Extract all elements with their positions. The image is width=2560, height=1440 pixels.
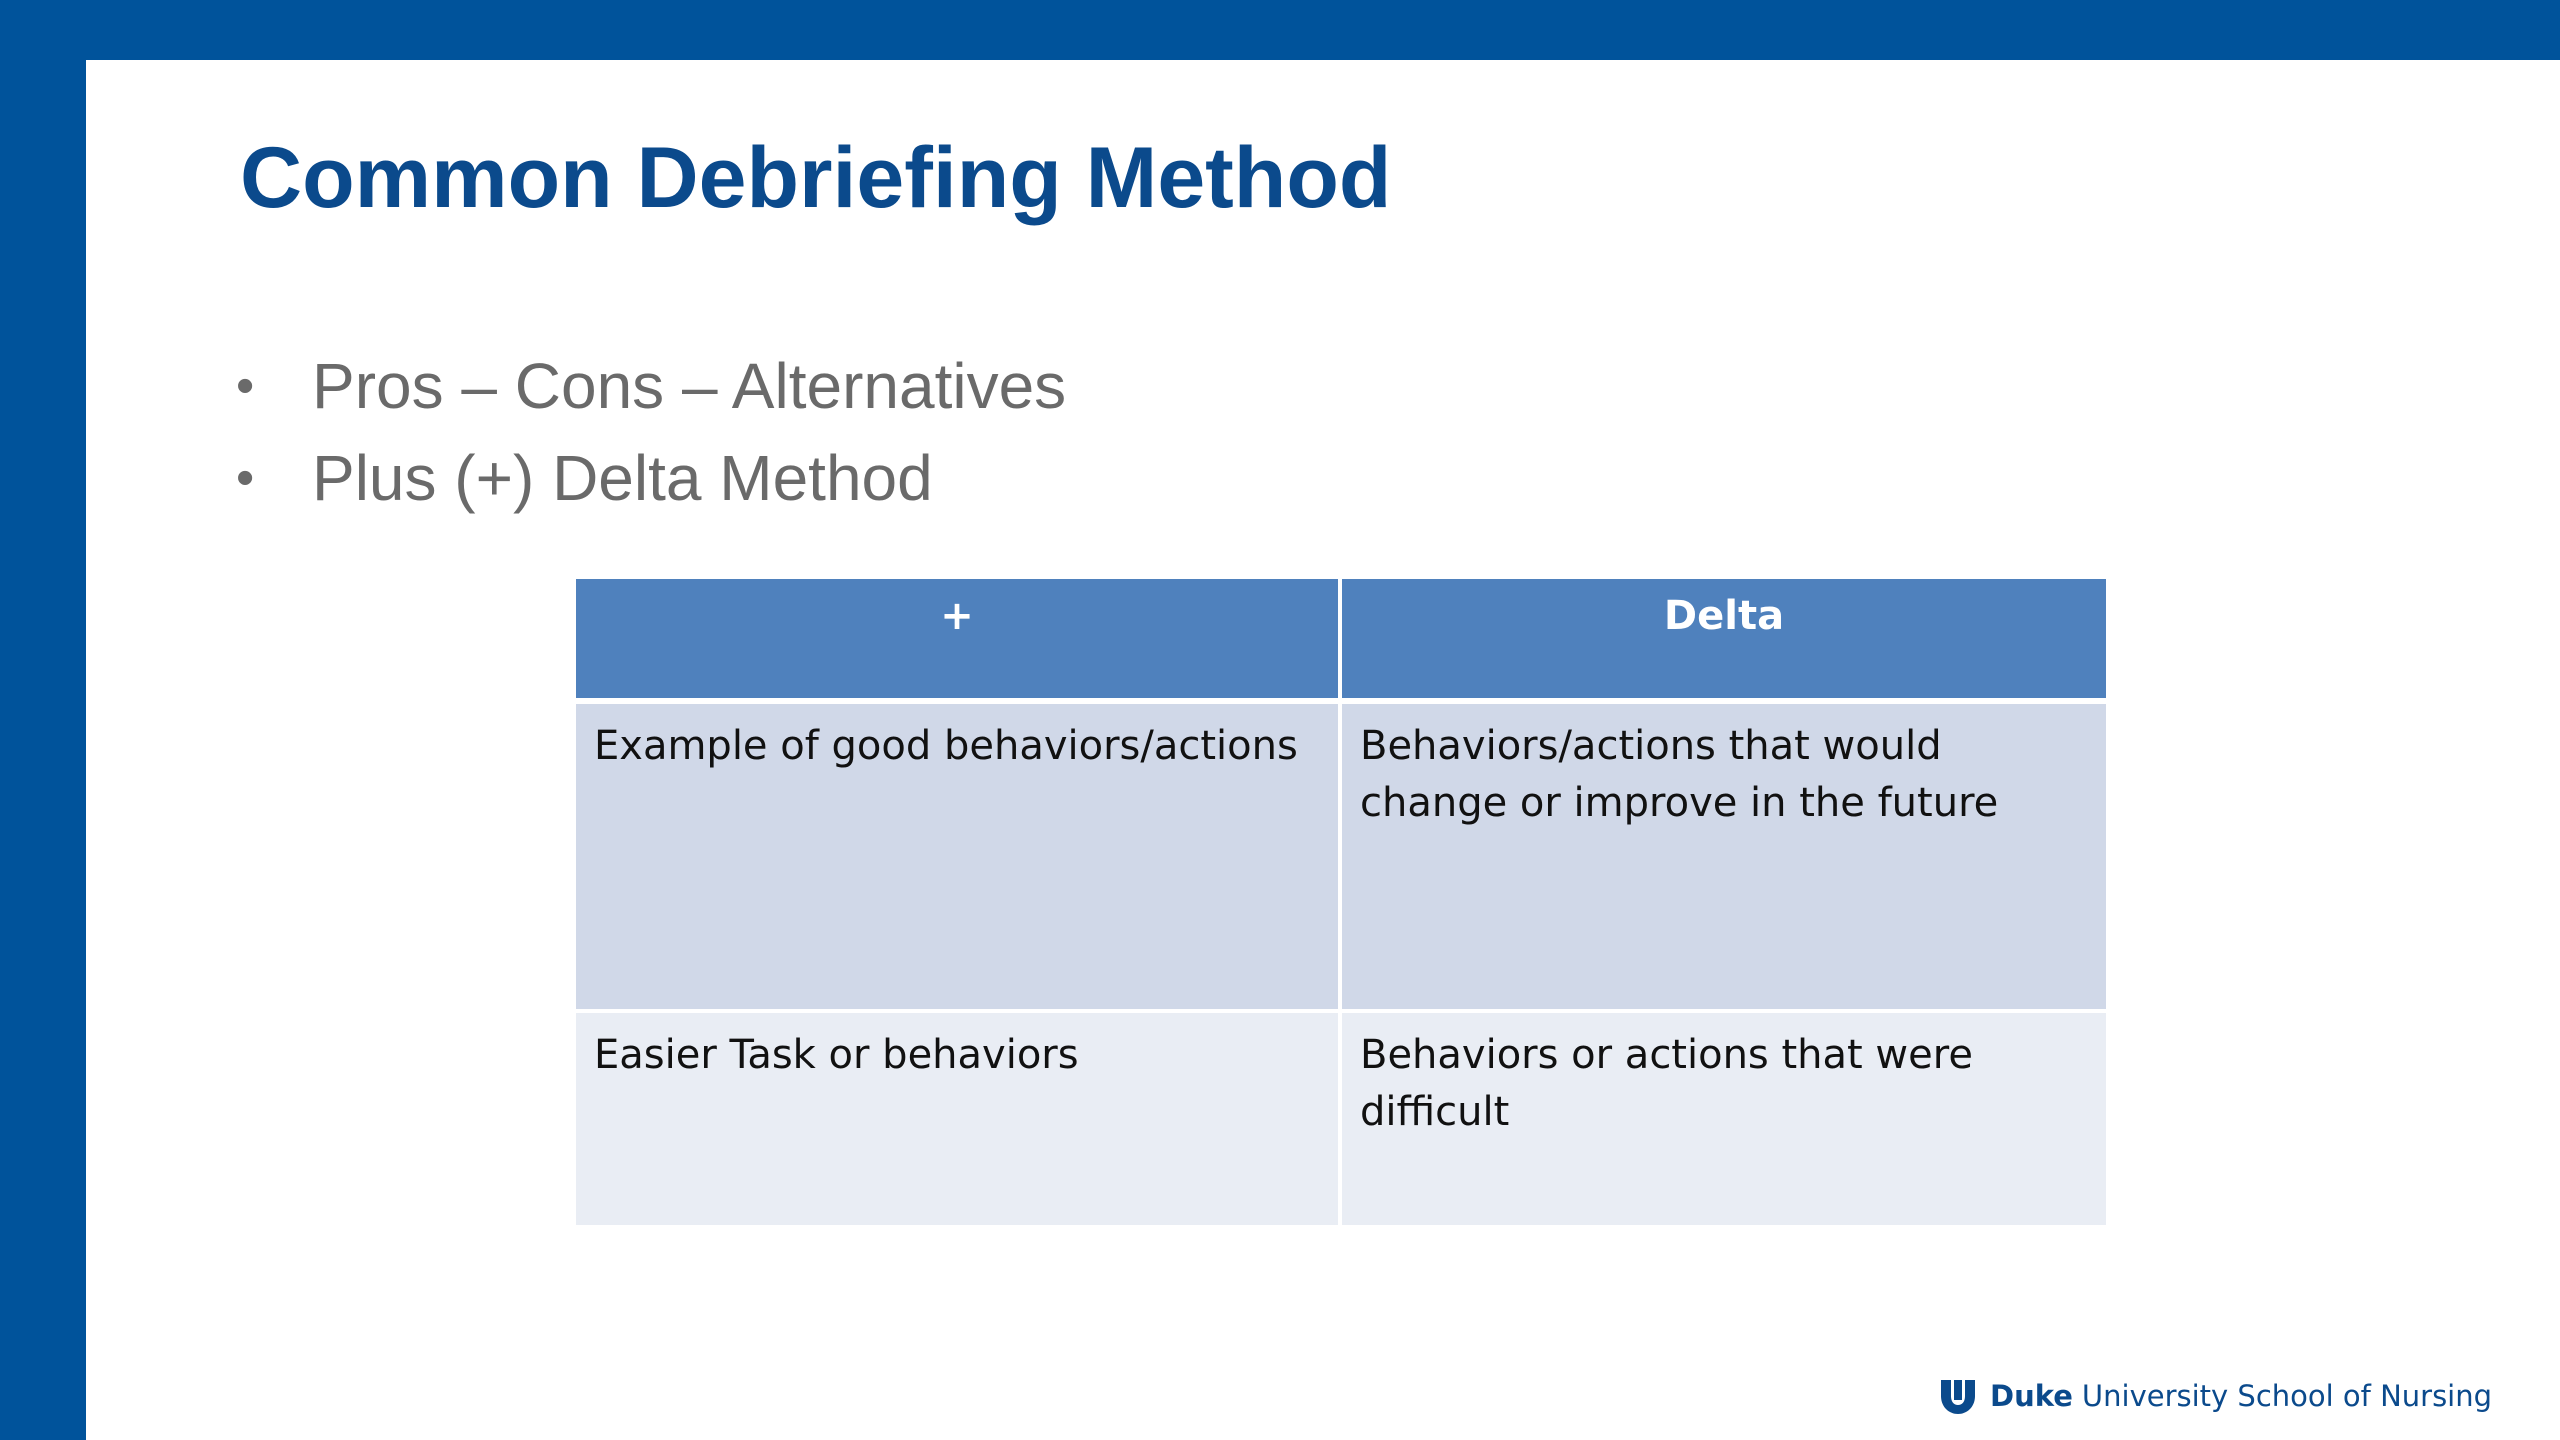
header-plus: + <box>576 579 1340 701</box>
table-cell-plus: Easier Task or behaviors <box>576 1011 1340 1225</box>
bullet-dot-icon: • <box>236 357 255 415</box>
left-accent-bar <box>0 0 86 1440</box>
table-row <box>576 701 2106 1011</box>
header-delta: Delta <box>1340 579 2106 701</box>
logo-brand-bold: Duke <box>1990 1379 2073 1413</box>
logo-brand-rest: University School of Nursing <box>2081 1379 2493 1413</box>
slide-title: Common Debriefing Method <box>240 130 1392 226</box>
table-header-row <box>576 579 2106 701</box>
table-cell-delta: Behaviors or actions that were difficult <box>1340 1011 2106 1225</box>
bullet-dot-icon: • <box>236 449 255 507</box>
table-cell-delta: Behaviors/actions that would change or improve in the future <box>1340 701 2106 1011</box>
plus-delta-table <box>576 579 2106 1225</box>
bullet-text: Pros – Cons – Alternatives <box>312 350 1067 422</box>
top-accent-bar <box>0 0 2560 60</box>
duke-shield-icon <box>1938 1376 1978 1416</box>
table-cell-plus: Example of good behaviors/actions <box>576 701 1340 1011</box>
bullet-text: Plus (+) Delta Method <box>312 442 933 514</box>
duke-nursing-logo <box>1938 1374 2492 1418</box>
table-row <box>576 1011 2106 1225</box>
